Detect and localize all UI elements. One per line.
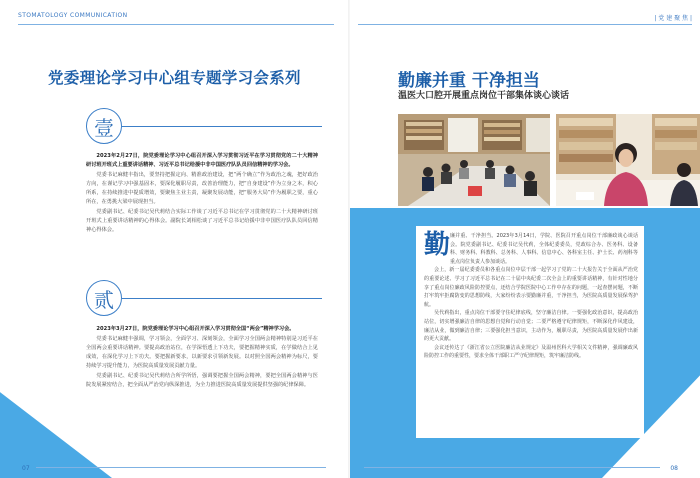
page-number: 07 (22, 465, 30, 472)
masthead: STOMATOLOGY COMMUNICATION (18, 12, 128, 19)
badge-divider-1 (122, 126, 322, 127)
section-badge-1: 壹 (86, 108, 122, 144)
article-body (424, 232, 638, 432)
article-subtitle: 温医大口腔开展重点岗位干部集体谈心谈话 (398, 91, 570, 101)
article-paragraph: 廉并重、干净担当。2023年3月14日，学院、医院召开重点岗位干部廉政谈心谈话会。院党委副书记、纪委书记吴代莉，全体纪委委员，党政综合办、医务科、设备科、财务科、科教科、总务科、人事科、信息中心、各科室主任、护士长、药剂科等重点岗位负责人参加谈话。 (450, 233, 638, 265)
article-paragraph: 会议还传达了《浙江省公立医院廉洁从业规定》及温州医科大学相关文件精神，强调廉政风险防控工作的重要性，要求全体干部职工严守纪律规矩，筑牢廉洁防线。 (424, 344, 638, 360)
section-1-paragraph: 党委副书记、纪委书记吴代莉结合实际工作谈了习近平总书记在学习贯彻党的二十大精神研讨班开班式上重要讲话精神的心得体会。副院长刘相松谈了习近平总书记给援中非中国医疗队队员回信精神心得体会。 (86, 208, 318, 233)
column-tag-rule (358, 24, 692, 25)
footer-rule (364, 467, 660, 468)
article-paragraph: 会上，新一届纪委委员和各重点岗位中层干部一起学习了党的二十大报告关于全面从严治党的重要论述、学习了习近平总书记在二十届中央纪委二次全会上的重要讲话精神，有针对性地分享了重点岗位廉政风险防控要点，还结合学院医院中心工作中存在的问题，一起查摆问题，不断打牢筑牢拒腐防变的思想防线，大家纷纷表示要勤廉并重，干净担当，为医院高质量发展保驾护航。 (424, 267, 638, 308)
right-page (350, 0, 700, 478)
article-title: 勤廉并重 干净担当 (398, 71, 540, 91)
article-paragraph: 吴代莉指出，重点岗位干部要守住纪律底线，坚守廉洁自律。一要强化政治意识，提高政治站位，切实增强廉洁自律的思想自觉和行动自觉；二要严格遵守纪律规矩，不断深化作风建设，廉洁从业，做到廉洁自律；三要强化担当意识，主动作为，履职尽责，为医院高质量发展作出新的更大贡献。 (424, 310, 638, 343)
section-badge-2: 贰 (86, 280, 122, 316)
footer-rule (36, 467, 326, 468)
column-tag: | 党 建 聚 焦 | (654, 15, 692, 22)
section-2-paragraph: 党委副书记、纪委书记吴代莉结合所学所悟，强调要把握全国两会精神，要把全国两会精神与医院发展紧密结合，把全面从严治党向纵深推进，为全力推进医院高质量发展提供坚强的纪律保障。 (86, 372, 318, 388)
masthead-rule (18, 24, 334, 25)
meeting-photo (398, 114, 550, 206)
badge-divider-2 (122, 298, 322, 299)
section-2-lead: 2023年3月27日，院党委理论学习中心组召开深入学习贯彻全国“两会”精神学习会。 (96, 326, 295, 332)
page-number: 08 (670, 465, 678, 472)
section-1-lead: 2023年2月27日，院党委理论学习中心组召开深入学习贯彻习近平在学习贯彻党的二十大精神研讨班开班式上重要讲话精神、习近平总书记给援中非中国医疗队队员回信精神的学习会。 (86, 153, 318, 168)
section-2 (86, 325, 318, 433)
section-1-paragraph: 党委书记麻健丰指出，要坚持把握定向、精准政治建设，把“两个确立”作为政治之魂，把好政治方向，在谨记学习中强基固本，要深化履职尽责，改善治理能力，把“自身建设”作为立身之本，积心所系，在持续推进中提质增效，要聚焦主业主责，凝聚发展动能，把“服务大局”作为履职之要，重心所在，在勇挑大梁中展现担当。 (86, 171, 318, 205)
meeting-photo (556, 114, 700, 206)
section-1 (86, 152, 318, 248)
article-body-card (416, 226, 644, 438)
series-title: 党委理论学习中心组专题学习会系列 (48, 69, 301, 87)
section-2-paragraph: 党委书记麻健丰强调，学习领会，全面学习、深刻领会，全面学习全国两会精神特别是习近平在全国两会重要讲话精神。要提高政治站位，在学深悟透上下功夫，要把握精神实质，在学做结合上见成效，在深化学习上下功夫。要把握新要求，以新要求引领新发展。以对照全国两会精神为标尺，要持续学习提升能力，为医院高质量发展贡献力量。 (86, 335, 318, 369)
drop-cap: 勤 (424, 230, 451, 260)
